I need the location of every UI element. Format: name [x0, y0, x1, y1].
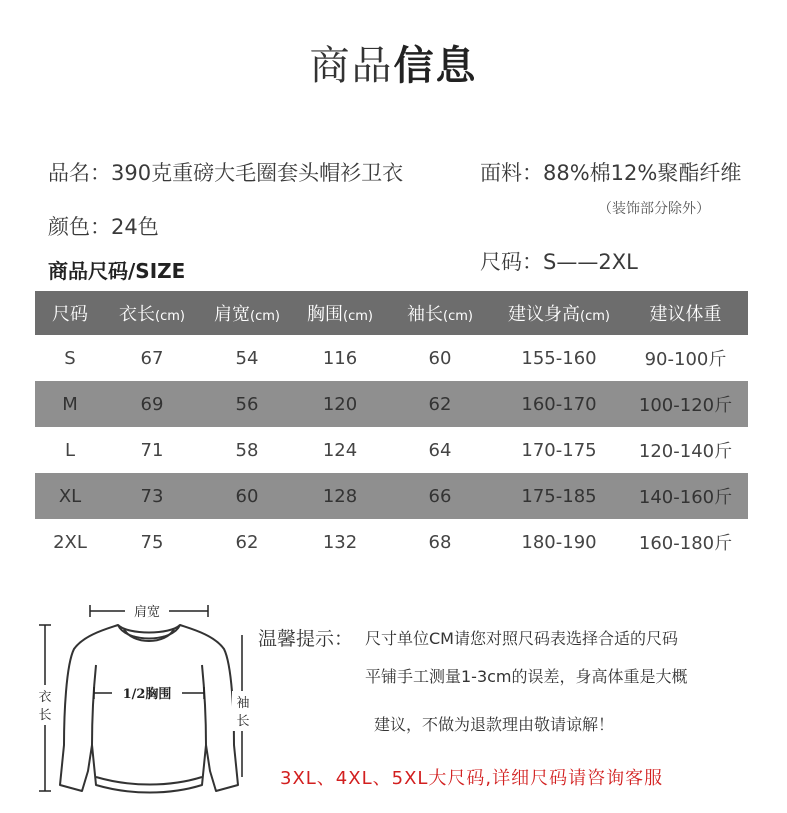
table-cell: 160-170 [495, 381, 623, 427]
header-unit: (cm) [443, 309, 473, 324]
table-cell: 71 [140, 439, 164, 461]
header-label: 建议身高 [508, 304, 581, 325]
header-weight [623, 291, 748, 335]
product-name: 品名：390克重磅大毛圈套头帽衫卫衣 [48, 161, 404, 185]
header-unit: (cm) [580, 309, 610, 324]
table-cell: 132 [322, 531, 358, 553]
table-cell: 75 [140, 531, 164, 553]
header-label: 衣长 [119, 304, 156, 325]
header-height [495, 291, 623, 335]
sweatshirt-measure-diagram [30, 595, 265, 807]
table-cell: 64 [428, 439, 452, 461]
table-cell: 69 [105, 381, 199, 427]
header-label: 袖长 [407, 304, 444, 325]
table-cell: 140-160斤 [623, 473, 748, 519]
tips-label: 温馨提示： [258, 628, 354, 650]
size-range: 尺码：S——2XL [480, 250, 638, 274]
table-cell: 54 [235, 347, 259, 369]
table-cell: 60 [428, 347, 452, 369]
table-cell: 100-120斤 [623, 381, 748, 427]
tips-line-1: 尺寸单位CM请您对照尺码表选择合适的尺码 [365, 629, 678, 648]
header-label: 肩宽 [214, 304, 251, 325]
table-cell: 2XL [53, 531, 87, 553]
product-color: 颜色：24色 [48, 215, 159, 239]
header-label: 建议体重 [649, 304, 722, 325]
table-row [35, 427, 748, 473]
sleeve-label-2: 长 [236, 714, 250, 729]
tips-line-2: 平铺手工测量1-3cm的误差，身高体重是大概 [365, 667, 688, 686]
title-regular: 商品 [309, 43, 394, 89]
table-cell: L [64, 439, 76, 461]
header-shoulder [199, 291, 295, 335]
header-sleeve [385, 291, 495, 335]
page-title [0, 34, 787, 91]
table-cell: 56 [199, 381, 295, 427]
fabric-note: （装饰部分除外） [598, 201, 710, 217]
size-table-header [35, 291, 748, 335]
table-cell: 180-190 [521, 531, 597, 553]
large-size-notice: 3XL、4XL、5XL大尺码,详细尺码请咨询客服 [280, 768, 664, 789]
product-fabric: 面料：88%棉12%聚酯纤维 [480, 161, 742, 185]
table-cell: 175-185 [495, 473, 623, 519]
table-cell: 62 [235, 531, 259, 553]
header-length [105, 291, 199, 335]
sweatshirt-outline-icon [60, 625, 238, 793]
header-label: 尺码 [52, 304, 88, 325]
table-row [35, 473, 748, 519]
table-cell: 120-140斤 [638, 441, 733, 462]
table-cell: 120 [295, 381, 385, 427]
table-cell: S [64, 347, 76, 369]
table-cell: M [35, 381, 105, 427]
table-cell: 90-100斤 [644, 349, 727, 370]
table-cell: 128 [295, 473, 385, 519]
length-label-1: 衣 [38, 690, 52, 705]
table-row [35, 381, 748, 427]
chest-label: 1/2胸围 [122, 687, 172, 702]
table-cell: 124 [322, 439, 358, 461]
table-row [35, 519, 748, 565]
header-unit: (cm) [155, 309, 185, 324]
tips-line-3: 建议，不做为退款理由敬请谅解！ [374, 715, 615, 734]
header-label: 胸围 [307, 304, 344, 325]
sleeve-label-1: 袖 [236, 696, 250, 711]
shoulder-label: 肩宽 [133, 605, 161, 620]
table-cell: 160-180斤 [638, 533, 733, 554]
table-cell: 170-175 [521, 439, 597, 461]
header-size [35, 291, 105, 335]
table-cell: XL [35, 473, 105, 519]
table-cell: 62 [385, 381, 495, 427]
header-chest [295, 291, 385, 335]
table-cell: 73 [105, 473, 199, 519]
table-cell: 66 [385, 473, 495, 519]
title-bold: 信息 [393, 43, 478, 89]
table-row [35, 335, 748, 381]
table-cell: 58 [235, 439, 259, 461]
size-section-title: 商品尺码/SIZE [48, 259, 186, 283]
header-unit: (cm) [250, 309, 280, 324]
length-label-2: 长 [38, 708, 52, 723]
table-cell: 116 [322, 347, 358, 369]
table-cell: 60 [199, 473, 295, 519]
size-table [35, 291, 748, 565]
table-cell: 67 [140, 347, 164, 369]
table-cell: 155-160 [521, 347, 597, 369]
table-cell: 68 [428, 531, 452, 553]
header-unit: (cm) [343, 309, 373, 324]
